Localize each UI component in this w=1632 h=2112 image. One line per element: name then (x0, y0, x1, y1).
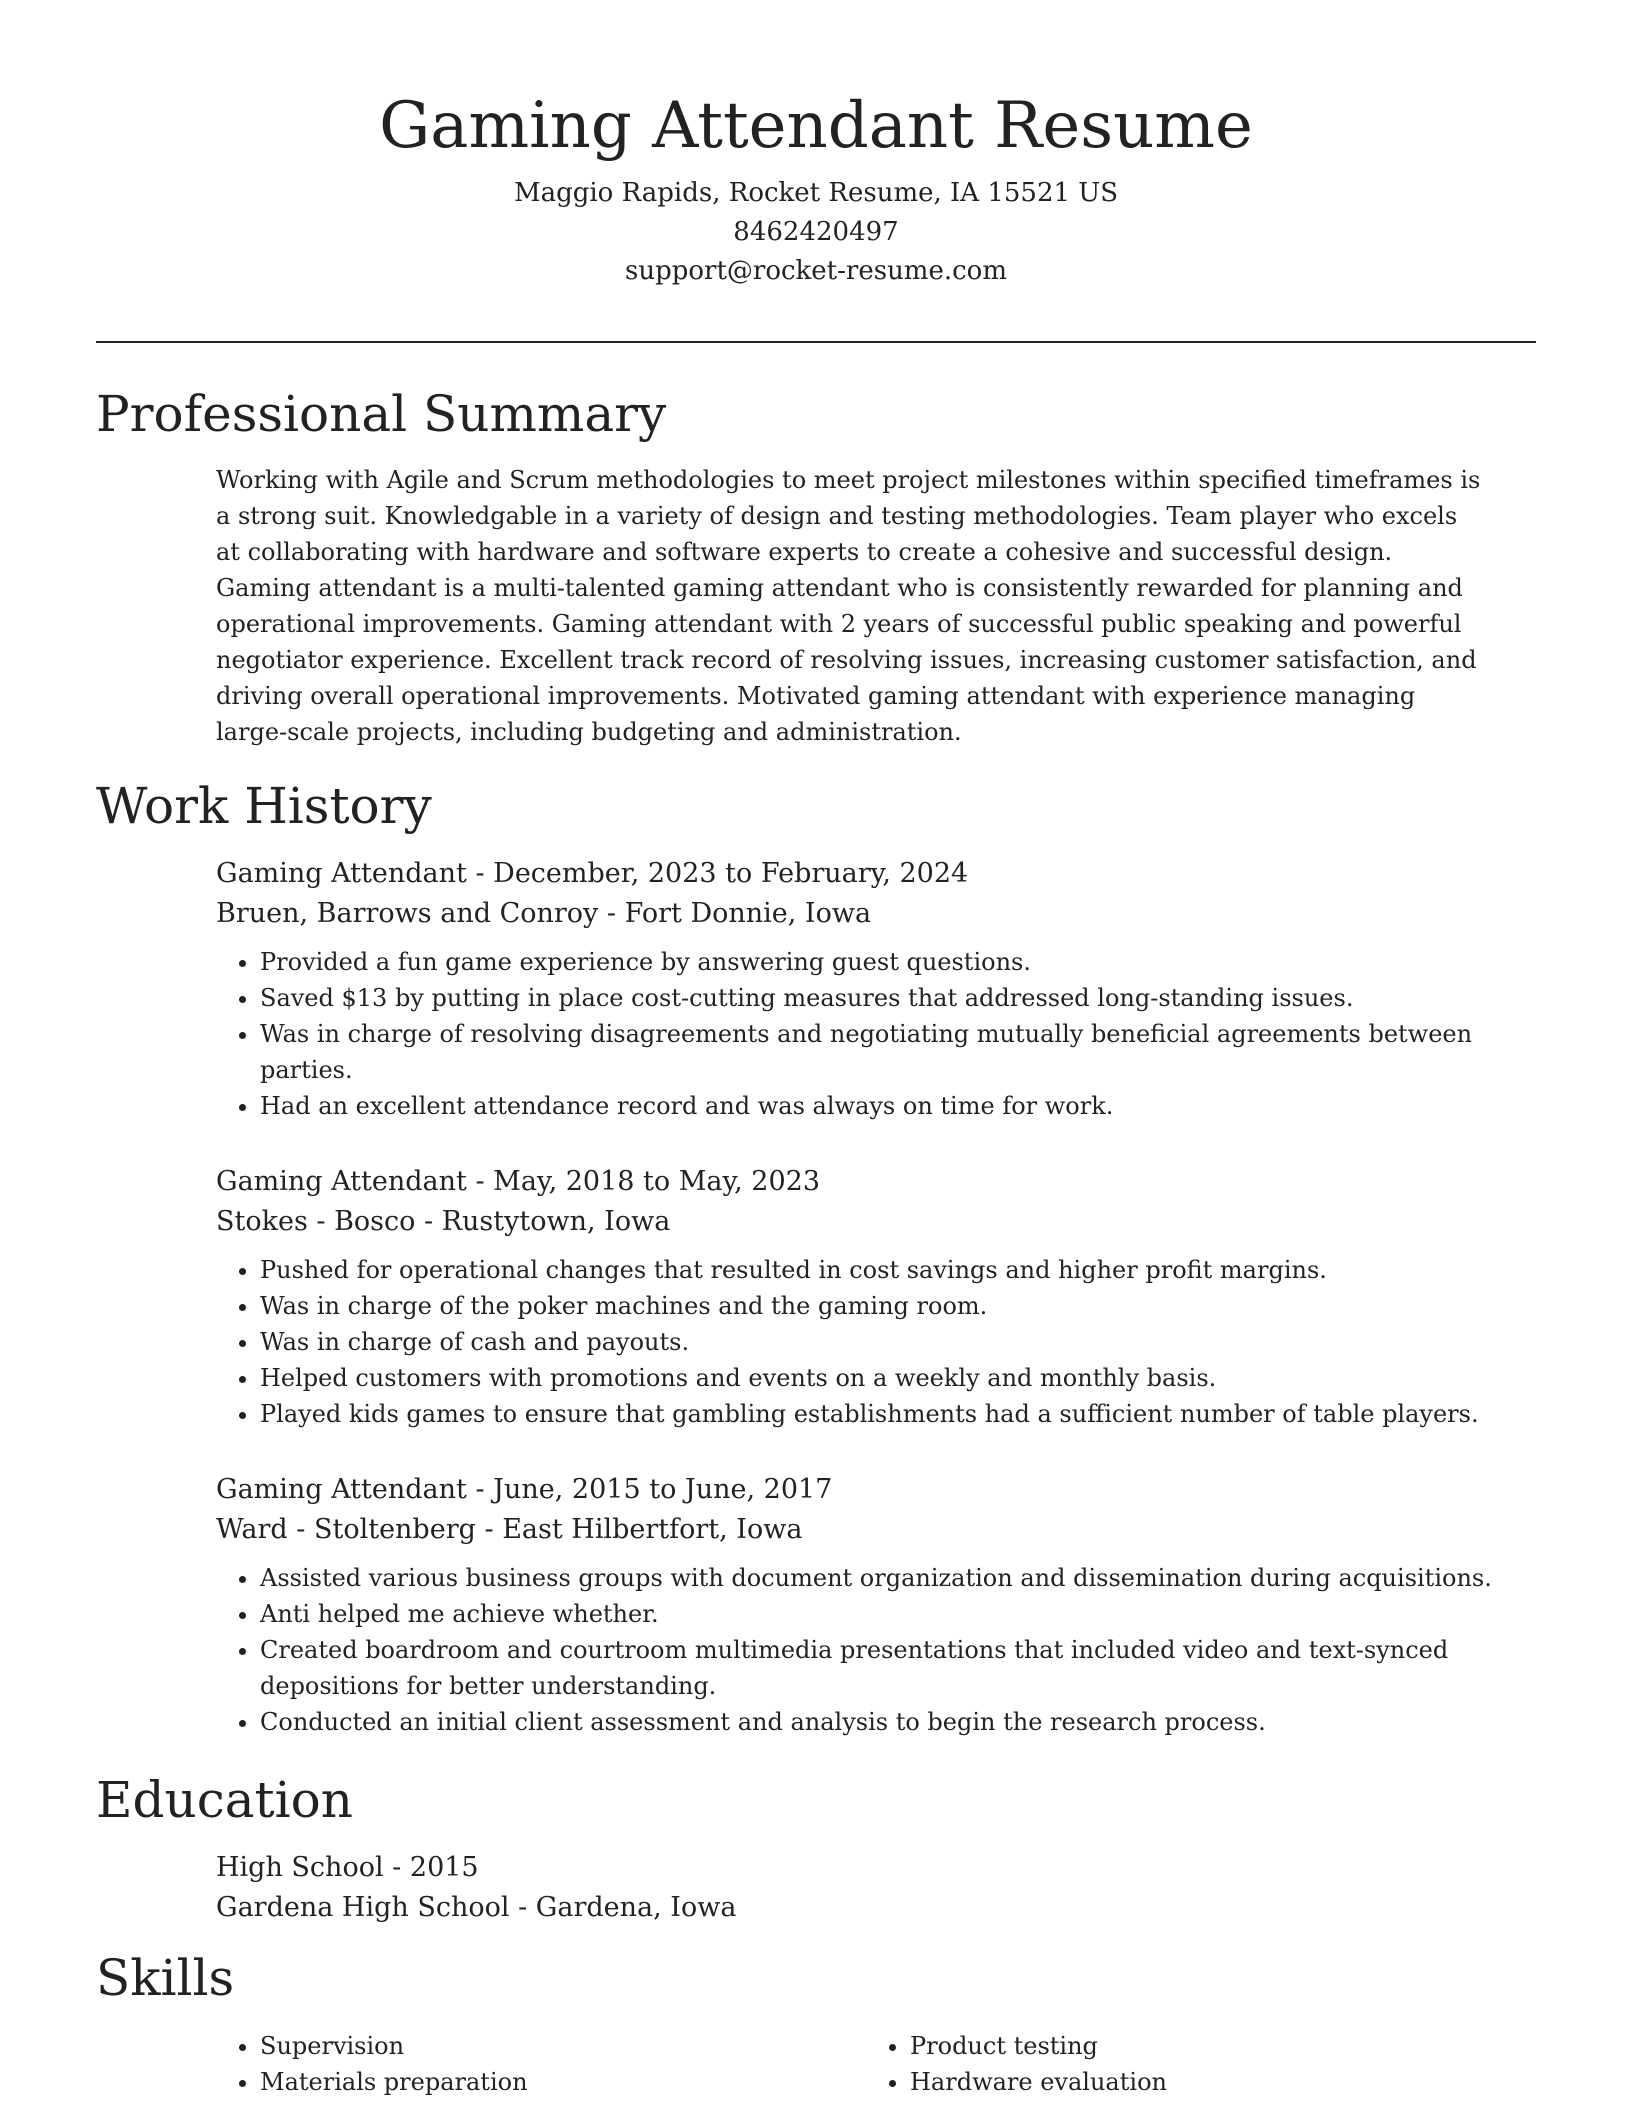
list-item: • Was in charge of resolving disagreements and negotiating mutually beneficial agreements between parties. (260, 1016, 1516, 1088)
separator: - (466, 1166, 494, 1197)
education-year: 2015 (409, 1852, 479, 1883)
contact-address: Maggio Rapids, Rocket Resume, IA 15521 US (513, 178, 1119, 208)
job-location: East Hilbertfort, Iowa (502, 1514, 803, 1545)
job-title-line (216, 854, 1516, 894)
summary-text: Working with Agile and Scrum methodologies to meet project milestones within specified timeframes is a strong suit. Knowledgable in a variety of design and testing methodologies. Team player who excels at collaborating with hardware and software experts to create a cohesive and successful design. Gaming attendant is a multi-talented gaming attendant who is consistently rewarded for planning and operational improvements. Gaming attendant with 2 years of successful public speaking and powerful negotiator experience. Excellent track record of resolving issues, increasing customer satisfaction, and driving overall operational improvements. Motivated gaming attendant with experience managing large-scale projects, including budgeting and administration. (216, 466, 1481, 746)
education-school: Gardena High School (216, 1892, 510, 1923)
list-item: • Hardware evaluation (910, 2064, 1486, 2100)
section-title-summary: Professional Summary (96, 385, 667, 443)
job-role: Gaming Attendant (216, 1474, 467, 1505)
education-entry (216, 1848, 1516, 1928)
list-item: • Materials preparation (260, 2064, 836, 2100)
list-item: • Was in charge of cash and payouts. (260, 1324, 1516, 1360)
list-item: • Was in charge of the poker machines and the gaming room. (260, 1288, 1516, 1324)
job-company: Stokes - Bosco (216, 1206, 416, 1237)
education-location: Gardena, Iowa (535, 1892, 737, 1923)
job-bullets (216, 1560, 1516, 1740)
resume-header (96, 78, 1536, 291)
separator: - (383, 1852, 410, 1883)
job-company: Bruen, Barrows and Conroy (216, 898, 599, 929)
job-title-line (216, 1470, 1516, 1510)
job-entry (216, 1162, 1516, 1432)
page-title: Gaming Attendant Resume (379, 89, 1253, 163)
job-company: Ward - Stoltenberg (216, 1514, 476, 1545)
skills-column-left (216, 2028, 836, 2100)
separator: - (466, 858, 494, 889)
job-company-line (216, 1202, 1516, 1242)
job-title-line (216, 1162, 1516, 1202)
education-degree-line (216, 1848, 1516, 1888)
section-title-education: Education (96, 1771, 353, 1829)
education-degree: High School (216, 1852, 384, 1883)
summary-block (216, 462, 1486, 750)
job-dates: May, 2018 to May, 2023 (493, 1166, 821, 1197)
list-item: • Created boardroom and courtroom multimedia presentations that included video and text-synced depositions for better understanding. (260, 1632, 1516, 1704)
separator: - (466, 1474, 494, 1505)
job-role: Gaming Attendant (216, 858, 467, 889)
list-item: • Anti helped me achieve whether. (260, 1596, 1516, 1632)
list-item: • Assisted various business groups with document organization and dissemination during acquisitions. (260, 1560, 1516, 1596)
job-entry (216, 1470, 1516, 1740)
list-item: • Provided a fun game experience by answering guest questions. (260, 944, 1516, 980)
education-school-line (216, 1888, 1516, 1928)
job-dates: December, 2023 to February, 2024 (493, 858, 969, 889)
list-item: • Product testing (910, 2028, 1486, 2064)
list-item: • Supervision (260, 2028, 836, 2064)
list-item: • Conducted an initial client assessment and analysis to begin the research process. (260, 1704, 1516, 1740)
separator: - (598, 898, 625, 929)
job-bullets (216, 1252, 1516, 1432)
section-title-work-history: Work History (96, 777, 432, 835)
separator: - (509, 1892, 536, 1923)
contact-email: support@rocket-resume.com (624, 256, 1007, 286)
skills-column-right (866, 2028, 1486, 2100)
job-location: Rustytown, Iowa (441, 1206, 671, 1237)
job-location: Fort Donnie, Iowa (624, 898, 872, 929)
job-company-line (216, 1510, 1516, 1550)
job-entry (216, 854, 1516, 1124)
list-item: • Had an excellent attendance record and was always on time for work. (260, 1088, 1516, 1124)
job-bullets (216, 944, 1516, 1124)
separator: - (475, 1514, 503, 1545)
separator: - (415, 1206, 442, 1237)
contact-phone: 8462420497 (733, 217, 899, 247)
job-company-line (216, 894, 1516, 934)
list-item: • Played kids games to ensure that gambling establishments had a sufficient number of table players. (260, 1396, 1516, 1432)
header-divider (96, 341, 1536, 343)
list-item: • Saved $13 by putting in place cost-cutting measures that addressed long-standing issues. (260, 980, 1516, 1016)
job-dates: June, 2015 to June, 2017 (493, 1474, 833, 1505)
list-item: • Pushed for operational changes that resulted in cost savings and higher profit margins. (260, 1252, 1516, 1288)
section-title-skills: Skills (96, 1949, 235, 2007)
job-role: Gaming Attendant (216, 1166, 467, 1197)
contact-block (96, 174, 1536, 291)
list-item: • Helped customers with promotions and events on a weekly and monthly basis. (260, 1360, 1516, 1396)
